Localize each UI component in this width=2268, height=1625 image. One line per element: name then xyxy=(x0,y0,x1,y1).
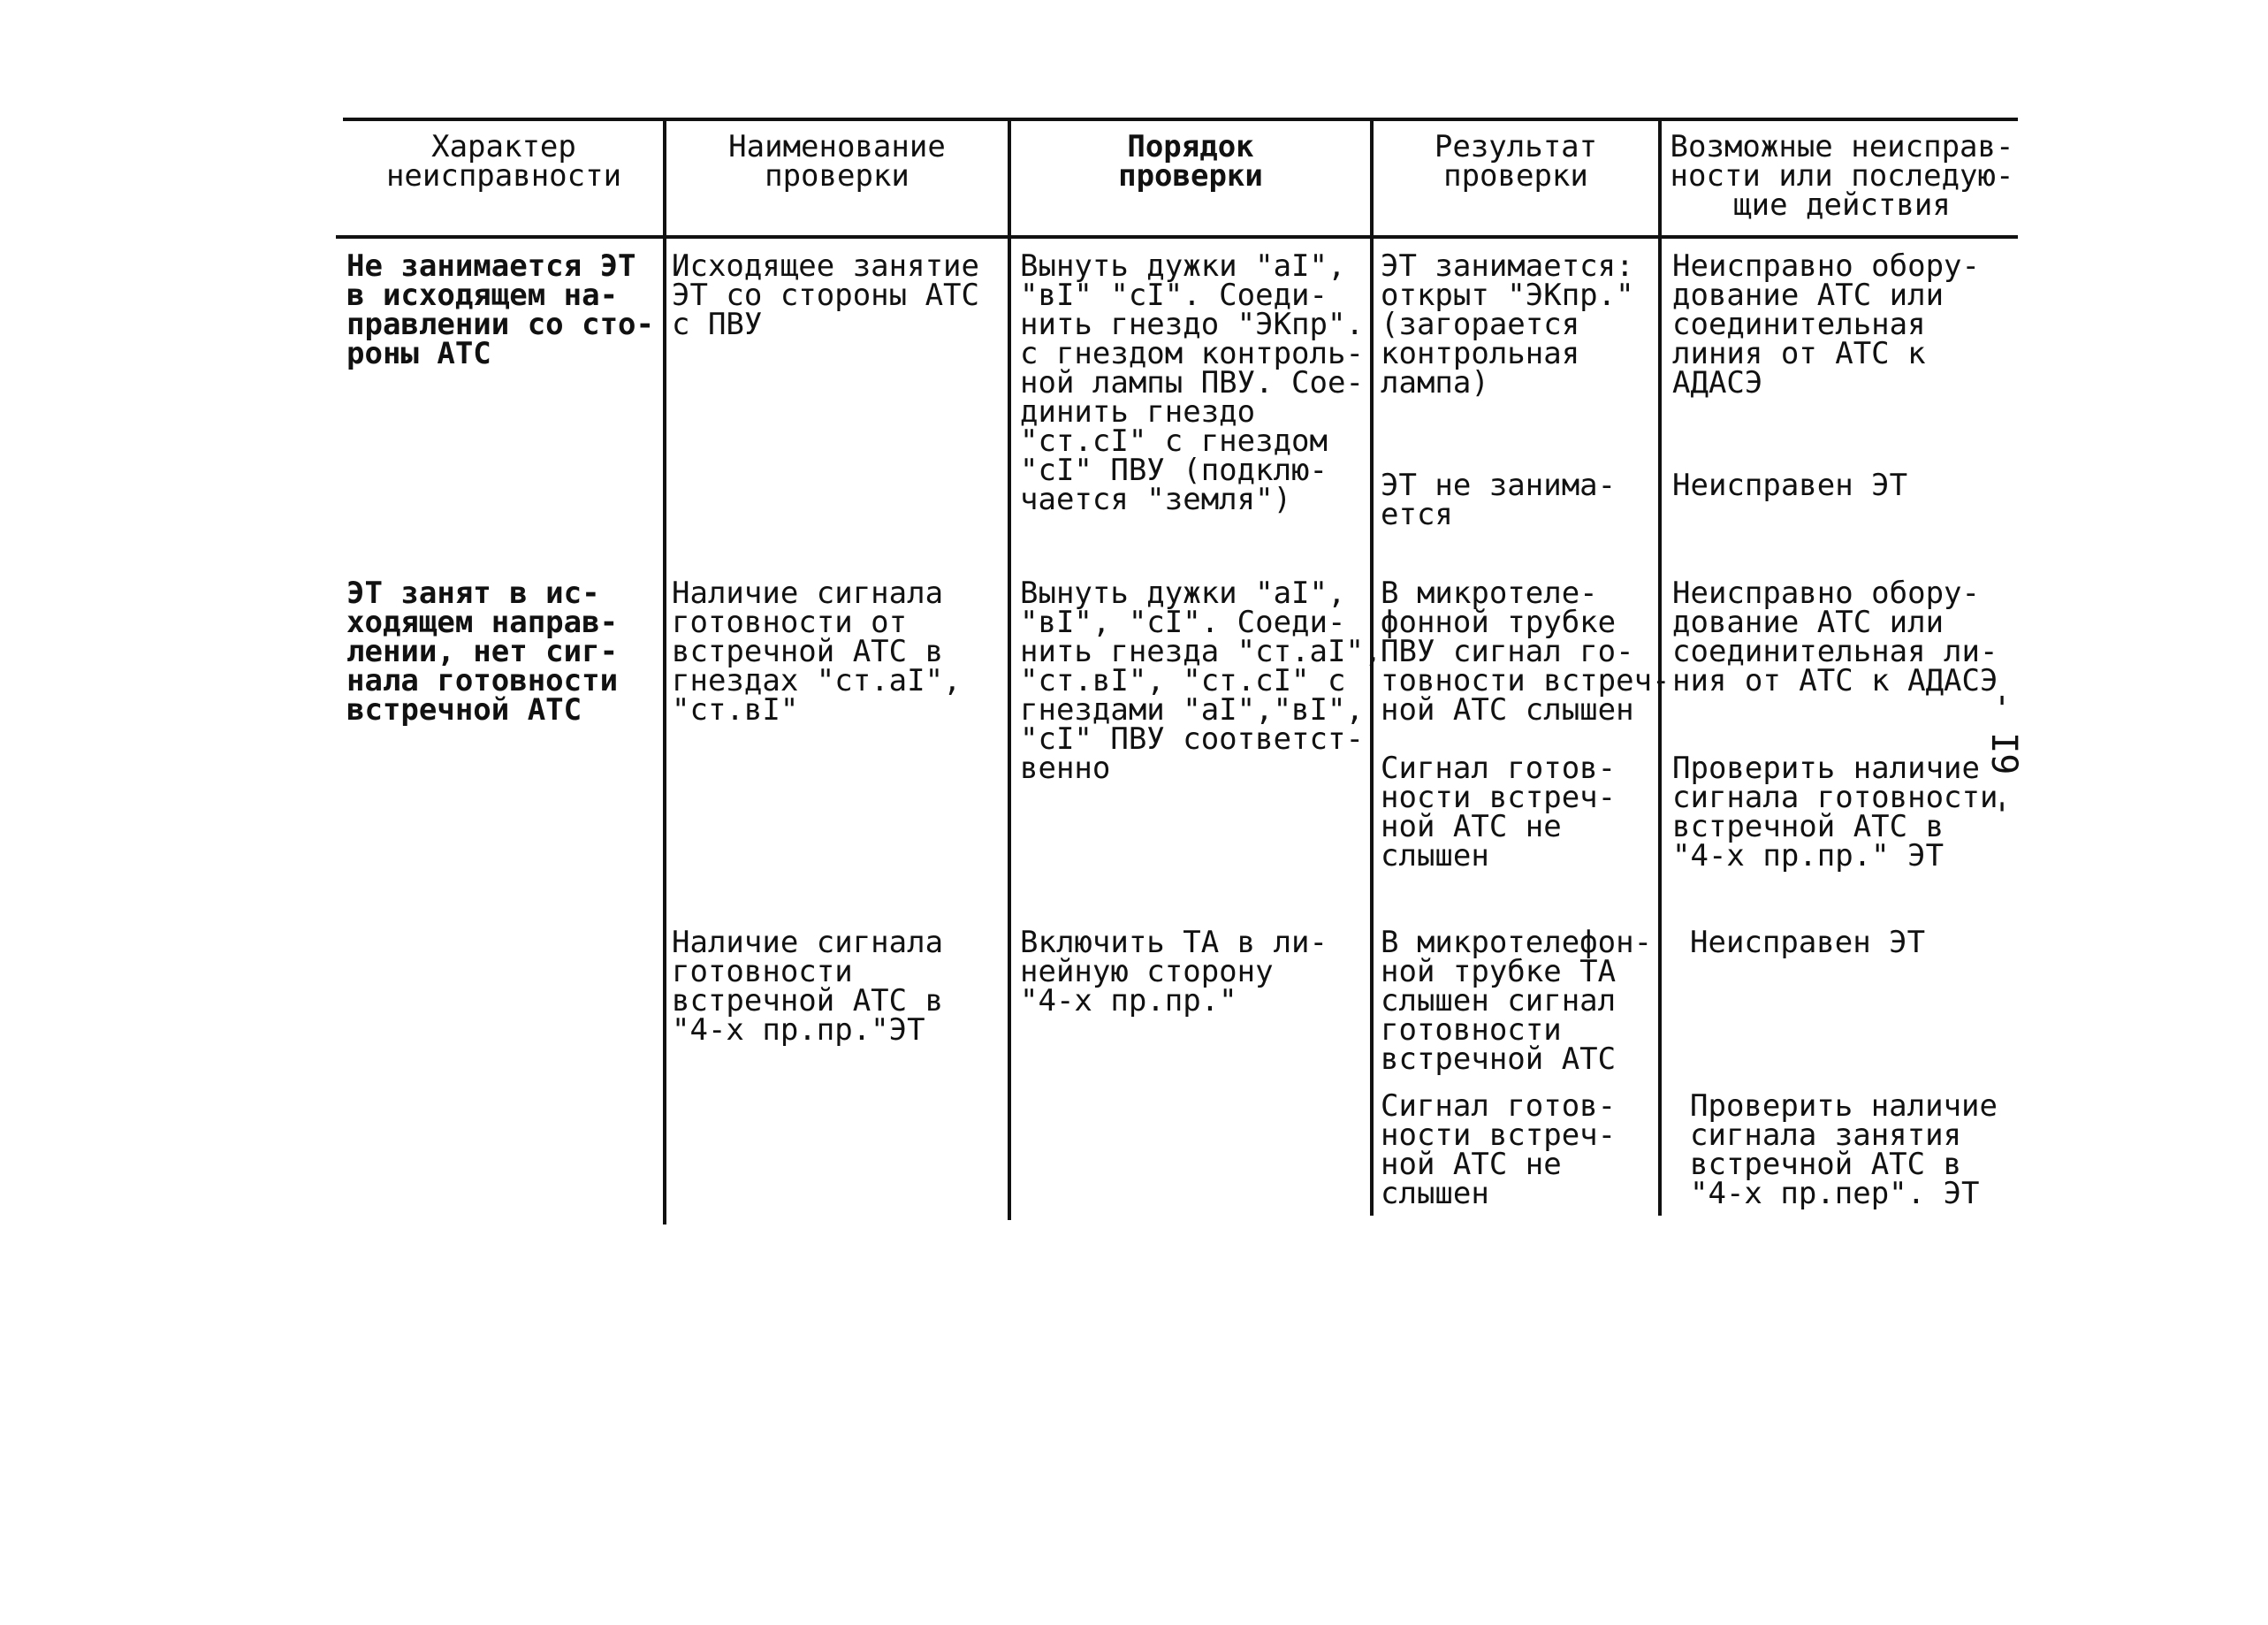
row2-fault: ЭТ занят в ис- ходящем направ- лении, нет сиг- нала готовности встречной АТС xyxy=(346,576,619,728)
row2-action-2: Проверить наличие сигнала готовности встречной АТС в "4-х пр.пр." ЭТ xyxy=(1672,751,1998,874)
row2-procedure: Вынуть дужки "aI", "вI", "cI". Соеди- нить гнезда "ст.aI", "ст.вI", "ст.cI" с гнездами "aI","вI", "cI" ПВУ соответст- венно xyxy=(1020,576,1382,786)
header-fault: Характер неисправности xyxy=(385,129,622,194)
row1-action-1: Неисправно обору- дование АТС или соединительная линия от АТС к АДАСЭ xyxy=(1672,248,1980,401)
column-divider-1 xyxy=(663,119,666,1224)
row1-procedure: Вынуть дужки "aI", "вI" "cI". Соеди- нить гнездо "ЭКпр". с гнездом контроль- ной лампы ПВУ. Сое- динить гнездо "ст.cI" с гнездом "cI" ПВУ (подклю- чается "земля") xyxy=(1020,248,1364,517)
header-check-name: Наименование проверки xyxy=(728,129,946,194)
header-result: Результат проверки xyxy=(1434,129,1598,194)
row1-fault: Не занимается ЭТ в исходящем на- правлении со сто- роны АТС xyxy=(346,248,654,371)
row3-check: Наличие сигнала готовности встречной АТС в "4-х пр.пр."ЭТ xyxy=(672,925,944,1048)
row1-action-2: Неисправен ЭТ xyxy=(1672,468,1908,503)
row2-check: Наличие сигнала готовности от встречной АТС в гнездах "ст.aI", "ст.вI" xyxy=(672,576,962,728)
row2-result-1: В микротеле- фонной трубке ПВУ сигнал го- товности встреч- ной АТС слышен xyxy=(1381,576,1671,728)
row3-action-1: Неисправен ЭТ xyxy=(1690,925,1926,960)
row2-action-1: Неисправно обору- дование АТС или соединительная ли- ния от АТС к АДАСЭ xyxy=(1672,576,1998,698)
column-divider-2 xyxy=(1008,119,1011,1220)
row1-check: Исходящее занятие ЭТ со стороны АТС с ПВУ xyxy=(672,248,979,342)
row2-result-2: Сигнал готов- ности встреч- ной АТС не слышен xyxy=(1381,751,1617,874)
row3-procedure: Включить ТА в ли- нейную сторону "4-х пр.пр." xyxy=(1020,925,1328,1018)
header-bottom-rule xyxy=(336,235,2018,239)
page-number: - I9 - xyxy=(1983,690,2024,818)
header-actions: Возможные неисправ- ности или последую- щие действия xyxy=(1670,129,2014,223)
row3-result-1: В микротелефон- ной трубке ТА слышен сигнал готовности встречной АТС xyxy=(1381,925,1653,1077)
header-procedure: Порядок проверки xyxy=(1118,129,1263,194)
row1-result-1: ЭТ занимается: открыт "ЭКпр." (загорается контрольная лампа) xyxy=(1381,248,1634,401)
row1-result-2: ЭТ не занима- ется xyxy=(1381,468,1617,532)
row3-result-2: Сигнал готов- ности встреч- ной АТС не слышен xyxy=(1381,1088,1617,1211)
row3-action-2: Проверить наличие сигнала занятия встречной АТС в "4-х пр.пер". ЭТ xyxy=(1690,1088,1998,1211)
table-top-rule xyxy=(343,118,2018,121)
